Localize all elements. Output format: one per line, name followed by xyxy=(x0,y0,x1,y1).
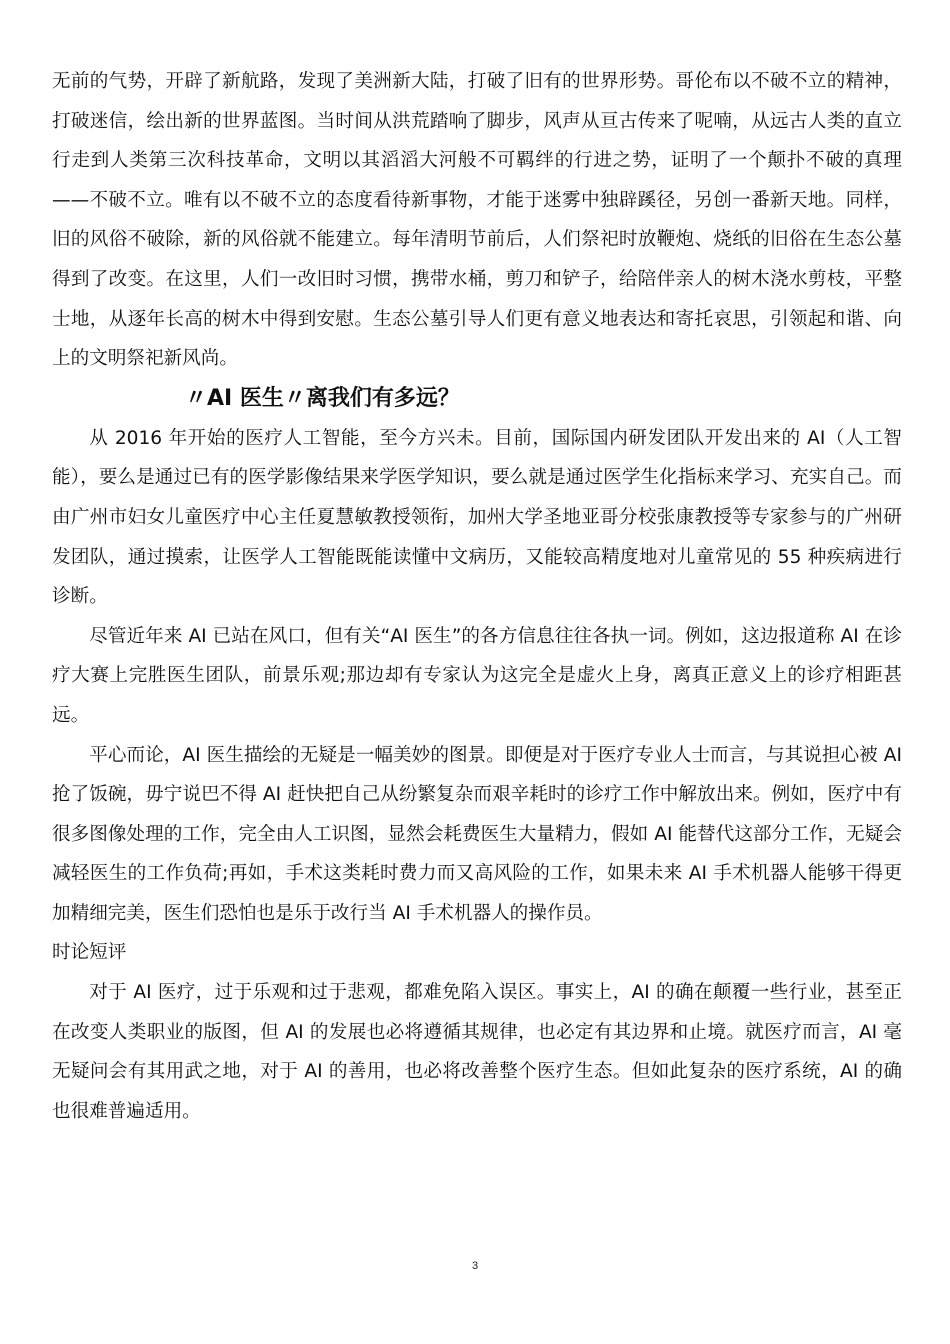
article-title: 〃AI 医生〃离我们有多远？ xyxy=(185,385,460,411)
section-label: 时论短评 xyxy=(52,942,127,964)
article-paragraph-2: 尽管近年来 AI 已站在风口，但有关“AI 医生”的各方信息往往各执一词。例如，这边报道称 AI 在诊疗大赛上完胜医生团队，前景乐观;那边却有专家认为这完全是虚火上身，离真正意义上的诊疗相距甚远。 xyxy=(52,625,902,726)
article-paragraph-3: 平心而论，AI 医生描绘的无疑是一幅美妙的图景。即便是对于医疗专业人士而言，与其说担心被 AI 抢了饭碗，毋宁说巴不得 AI 赶快把自己从纷繁复杂而艰辛耗时的诊疗工作中解放出来。例如，医疗中有很多图像处理的工作，完全由人工识图，显然会耗费医生大量精力，假如 AI 能替代这部分工作，无疑会减轻医生的工作负荷;再如，手术这类耗时费力而又高风险的工作，如果未来 AI 手术机器人能够干得更加精细完美，医生们恐怕也是乐于改行当 AI 手术机器人的操作员。 xyxy=(52,744,902,924)
article-paragraph-1: 从 2016 年开始的医疗人工智能，至今方兴未。目前，国际国内研发团队开发出来的 AI（人工智能），要么是通过已有的医学影像结果来学医学知识，要么就是通过医学生化指标来学习、充实自己。而由广州市妇女儿童医疗中心主任夏慧敏教授领衔，加州大学圣地亚哥分校张康教授等专家参与的广州研发团队，通过摸索，让医学人工智能既能读懂中文病历，又能较高精度地对儿童常见的 55 种疾病进行诊断。 xyxy=(52,427,902,608)
document-body xyxy=(52,62,902,1131)
commentary-paragraph: 对于 AI 医疗，过于乐观和过于悲观，都难免陷入误区。事实上，AI 的确在颠覆一些行业，甚至正在改变人类职业的版图，但 AI 的发展也必将遵循其规律，也必定有其边界和止境。就医疗而言，AI 毫无疑问会有其用武之地，对于 AI 的善用，也必将改善整个医疗生态。但如此复杂的医疗系统，AI 的确也很难普遍适用。 xyxy=(52,982,902,1122)
intro-paragraph: 无前的气势，开辟了新航路，发现了美洲新大陆，打破了旧有的世界形势。哥伦布以不破不立的精神，打破迷信，绘出新的世界蓝图。当时间从洪荒踏响了脚步，风声从亘古传来了呢喃，从远古人类的直立行走到人类第三次科技革命，文明以其滔滔大河般不可羁绊的行进之势，证明了一个颠扑不破的真理——不破不立。唯有以不破不立的态度看待新事物，才能于迷雾中独辟蹊径，另创一番新天地。同样，旧的风俗不破除，新的风俗就不能建立。每年清明节前后，人们祭祀时放鞭炮、烧纸的旧俗在生态公墓得到了改变。在这里，人们一改旧时习惯，携带水桶，剪刀和铲子，给陪伴亲人的树木浇水剪枝，平整士地，从逐年长高的树木中得到安慰。生态公墓引导人们更有意义地表达和寄托哀思，引领起和谐、向上的文明祭祀新风尚。 xyxy=(52,71,902,370)
page-number: 3 xyxy=(471,1260,479,1272)
